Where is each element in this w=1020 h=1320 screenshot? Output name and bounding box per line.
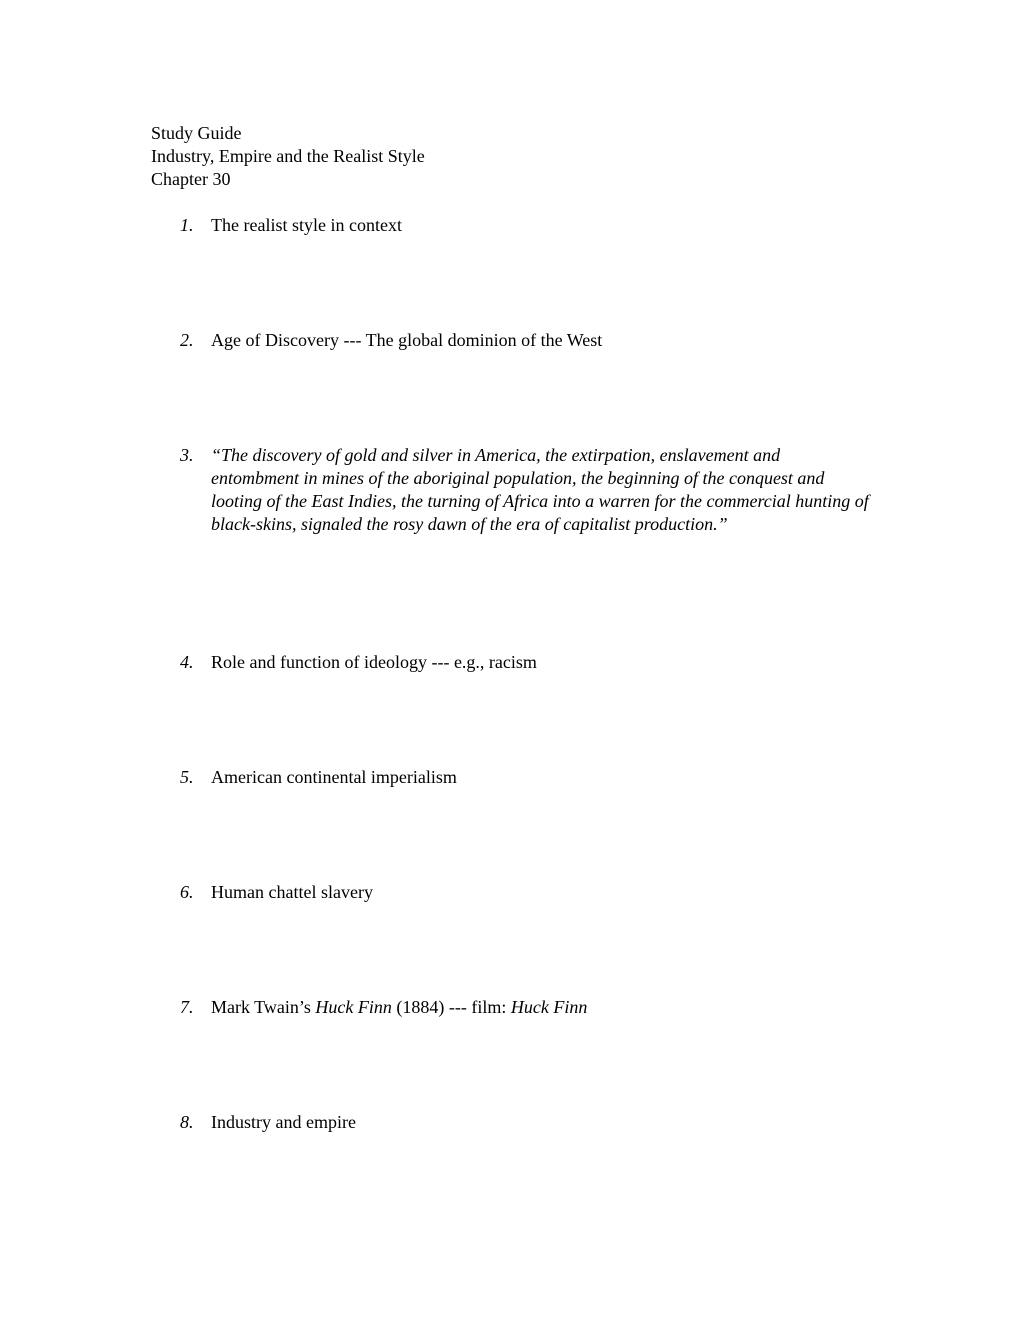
list-item-8 — [180, 1111, 880, 1134]
film-title: Huck Finn — [510, 997, 588, 1017]
list-item-2 — [180, 329, 880, 352]
doc-title: Industry, Empire and the Realist Style — [151, 146, 425, 166]
item-text: Role and function of ideology --- e.g., racism — [211, 652, 537, 672]
list-item-7 — [180, 996, 880, 1019]
item-text: The realist style in context — [211, 215, 402, 235]
list-item-4 — [180, 651, 880, 674]
item-number: 8. — [180, 1112, 194, 1132]
item-quote-text: “The discovery of gold and silver in America, the extirpation, enslavement and entombment in mines of the aboriginal population, the beginning of the conquest and looting of the East Indies, the turning of Africa into a warren for the commercial hunting of black-skins, signaled the rosy dawn of the era of capitalist production.” — [211, 445, 869, 534]
list-item-1 — [180, 214, 880, 237]
item-number: 3. — [180, 445, 194, 465]
item-text: Human chattel slavery — [211, 882, 373, 902]
item-number: 5. — [180, 767, 194, 787]
item-text: American continental imperialism — [211, 767, 457, 787]
item-number: 1. — [180, 215, 194, 235]
item-number: 7. — [180, 997, 194, 1017]
item-text-part: Mark Twain’s — [211, 997, 316, 1017]
item-number: 6. — [180, 882, 194, 902]
book-title: Huck Finn — [315, 997, 392, 1017]
doc-type-label: Study Guide — [151, 123, 242, 143]
item-text-part: (1884) --- film: — [391, 997, 511, 1017]
list-item-5 — [180, 766, 880, 789]
item-number: 4. — [180, 652, 194, 672]
item-text: Age of Discovery --- The global dominion of the West — [211, 330, 603, 350]
chapter-label: Chapter 30 — [151, 169, 231, 189]
item-text: Industry and empire — [211, 1112, 356, 1132]
document-header — [151, 122, 425, 191]
list-item-6 — [180, 881, 880, 904]
item-number: 2. — [180, 330, 194, 350]
list-item-3 — [180, 444, 880, 536]
item-text — [211, 996, 871, 1019]
